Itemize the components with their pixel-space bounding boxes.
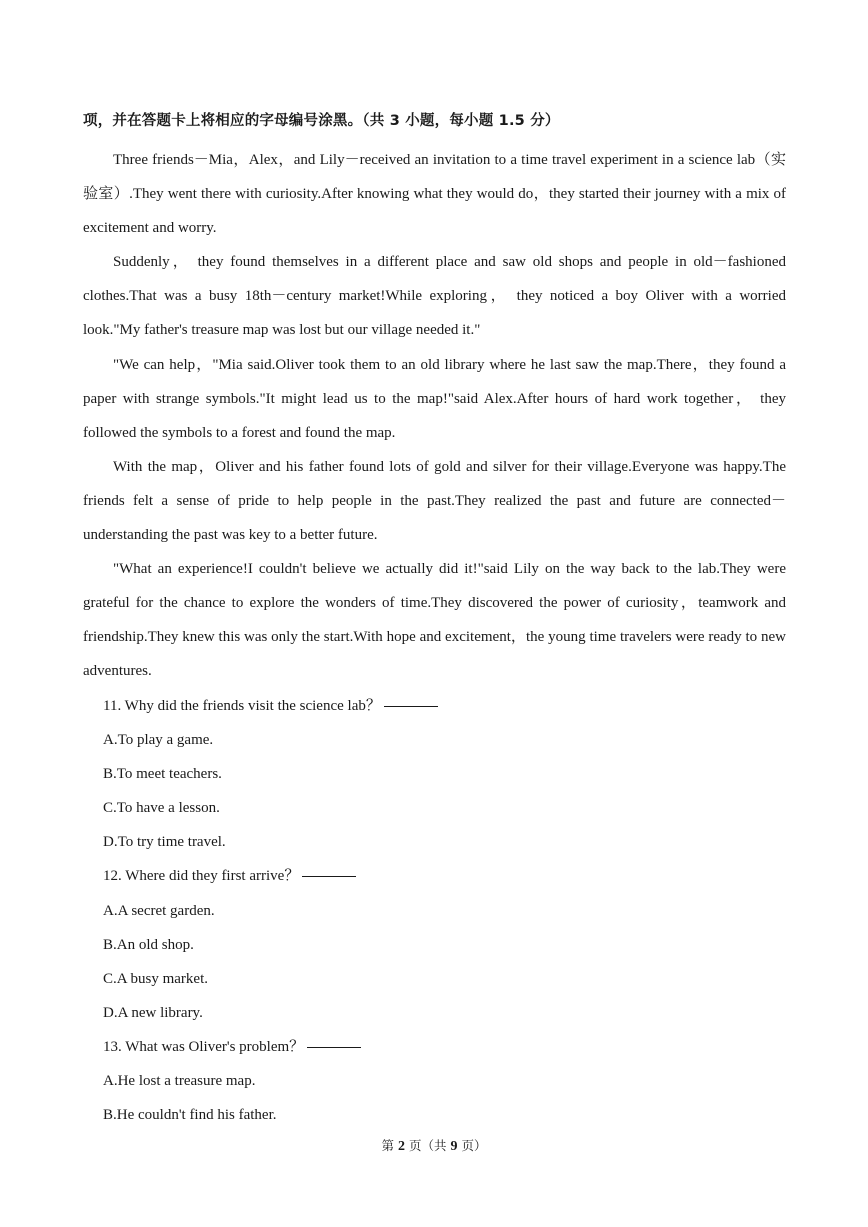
- option-12-b: B.An old shop.: [103, 936, 194, 953]
- answer-blank: [302, 875, 356, 877]
- question-stem: 12. Where did they first arrive？: [103, 868, 300, 885]
- footer-middle: 页（共: [408, 1138, 447, 1153]
- question-list: [103, 689, 786, 1132]
- question-13: [103, 1030, 786, 1064]
- question-stem: 11. Why did the friends visit the science lab？: [103, 698, 381, 714]
- passage-paragraph: With the map，Oliver and his father found lots of gold and silver for their village.Everyone was happy.The friends felt a sense of pride to help people in the past.They realized the past and future are connected－understanding the past was key to a better future.: [83, 458, 786, 544]
- passage-paragraph: "We can help，"Mia said.Oliver took them to an old library where he last saw the map.There，they found a paper with strange symbols."It might lead us to the map!"said Alex.After hours of hard work together， they followed the symbols to a forest and found the map.: [83, 356, 786, 441]
- option-11-b: B.To meet teachers.: [103, 766, 222, 783]
- option-12-c: C.A busy market.: [103, 970, 208, 987]
- section-instruction: 项，并在答题卡上将相应的字母编号涂黑。（共 3 小题，每小题 1.5 分）: [83, 113, 560, 129]
- page-footer: [0, 1136, 868, 1157]
- option-12-d: D.A new library.: [103, 1004, 203, 1021]
- option-13-a: A.He lost a treasure map.: [103, 1073, 256, 1090]
- question-stem: 13. What was Oliver's problem？: [103, 1038, 305, 1055]
- reading-passage: [83, 143, 786, 689]
- passage-paragraph: Three friends－Mia，Alex，and Lily－received an invitation to a time travel experiment in a science lab（实验室）.They went there with curiosity.After knowing what they would do，they started their journey with a mix of excitement and worry.: [83, 152, 786, 237]
- option-11-a: A.To play a game.: [103, 732, 214, 749]
- footer-prefix: 第: [381, 1138, 395, 1153]
- option-13-b: B.He couldn't find his father.: [103, 1107, 277, 1124]
- footer-total-pages: 9: [450, 1139, 458, 1154]
- footer-page-number: 2: [398, 1139, 405, 1154]
- footer-suffix: 页）: [461, 1138, 487, 1153]
- question-12: [103, 859, 786, 893]
- passage-paragraph: Suddenly， they found themselves in a different place and saw old shops and people in old－fashioned clothes.That was a busy 18th－century market!While exploring， they noticed a boy Oliver with a worried look."My father's treasure map was lost but our village needed it.": [83, 254, 786, 339]
- passage-paragraph: "What an experience!I couldn't believe we actually did it!"said Lily on the way back to the lab.They were grateful for the chance to explore the wonders of time.They discovered the power of curiosity，teamwork and friendship.They knew this was only the start.With hope and excitement，the young time travelers were ready to new adventures.: [83, 561, 786, 680]
- option-11-d: D.To try time travel.: [103, 834, 226, 851]
- question-11: [103, 689, 786, 723]
- answer-blank: [384, 705, 438, 707]
- option-12-a: A.A secret garden.: [103, 902, 215, 919]
- option-11-c: C.To have a lesson.: [103, 800, 220, 817]
- answer-blank: [307, 1046, 361, 1048]
